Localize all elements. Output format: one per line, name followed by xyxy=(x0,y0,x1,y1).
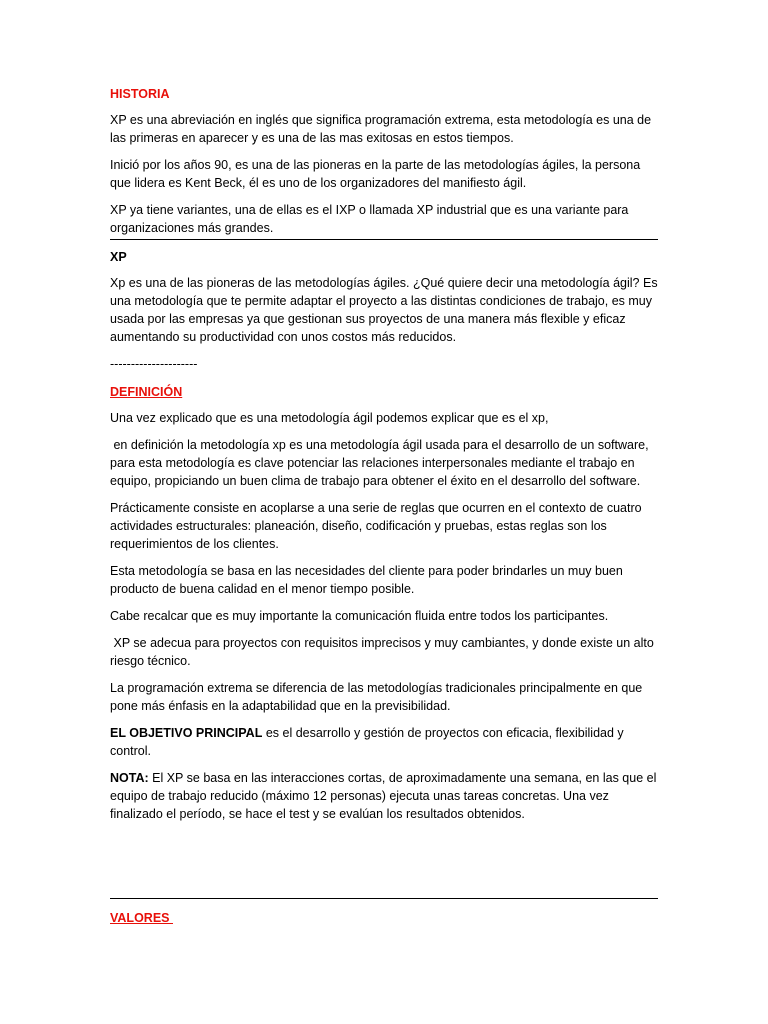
blank-space xyxy=(110,832,658,898)
objetivo-lead: EL OBJETIVO PRINCIPAL xyxy=(110,726,263,740)
objetivo-text: es el desarrollo y gestión de proyectos con eficacia, flexibilidad y control. xyxy=(110,726,624,758)
nota-text: El XP se basa en las interacciones cortas, de aproximadamente una semana, en las que el equipo de trabajo reducido (máximo 12 personas) ejecuta unas tareas concretas. Una vez finalizado el período, se hace el test y se evalúan los resultados obtenidos. xyxy=(110,771,657,821)
document-page xyxy=(110,85,658,935)
heading-historia: HISTORIA xyxy=(110,87,170,101)
dashed-separator: --------------------- xyxy=(110,357,198,371)
definicion-paragraph-1: Una vez explicado que es una metodología ágil podemos explicar que es el xp, xyxy=(110,411,549,425)
section-divider-bottom xyxy=(110,898,658,899)
definicion-paragraph-3: Prácticamente consiste en acoplarse a una serie de reglas que ocurren en el contexto de cuatro actividades estructurales: planeación, diseño, codificación y pruebas, estas reglas son los requerimientos de los clientes. xyxy=(110,501,642,551)
definicion-paragraph-5: Cabe recalcar que es muy importante la comunicación fluida entre todos los participantes. xyxy=(110,609,609,623)
nota-lead: NOTA: xyxy=(110,771,149,785)
xp-paragraph-1: Xp es una de las pioneras de las metodologías ágiles. ¿Qué quiere decir una metodología ágil? Es una metodología que te permite adaptar el proyecto a las distintas condiciones de trabajo, es muy usada por las empresas ya que gestionan sus proyectos de una manera más flexible y eficaz aumentando su productividad con unos costos más reducidos. xyxy=(110,276,658,344)
heading-xp: XP xyxy=(110,250,127,264)
definicion-paragraph-7: La programación extrema se diferencia de las metodologías tradicionales principalmente en que pone más énfasis en la adaptabilidad que en la previsibilidad. xyxy=(110,681,643,713)
heading-definicion: DEFINICIÓN xyxy=(110,385,183,399)
historia-paragraph-3: XP ya tiene variantes, una de ellas es el IXP o llamada XP industrial que es una variante para organizaciones más grandes. xyxy=(110,203,629,235)
historia-paragraph-2: Inició por los años 90, es una de las pioneras en la parte de las metodologías ágiles, la persona que lidera es Kent Beck, él es uno de los organizadores del manifiesto ágil. xyxy=(110,158,641,190)
objetivo-paragraph xyxy=(110,724,658,760)
nota-paragraph xyxy=(110,769,658,823)
definicion-paragraph-6: XP se adecua para proyectos con requisitos imprecisos y muy cambiantes, y donde existe un alto riesgo técnico. xyxy=(110,636,658,668)
definicion-paragraph-2: en definición la metodología xp es una metodología ágil usada para el desarrollo de un software, para esta metodología es clave potenciar las relaciones interpersonales mediante el trabajo en equipo, propiciando un buen clima de trabajo para obtener el éxito en el desarrollo del software. xyxy=(110,438,653,488)
historia-paragraph-1: XP es una abreviación en inglés que significa programación extrema, esta metodología es una de las primeras en aparecer y es una de las mas exitosas en estos tiempos. xyxy=(110,113,652,145)
section-divider xyxy=(110,239,658,240)
heading-valores: VALORES xyxy=(110,911,173,925)
definicion-paragraph-4: Esta metodología se basa en las necesidades del cliente para poder brindarles un muy buen producto de buena calidad en el menor tiempo posible. xyxy=(110,564,623,596)
